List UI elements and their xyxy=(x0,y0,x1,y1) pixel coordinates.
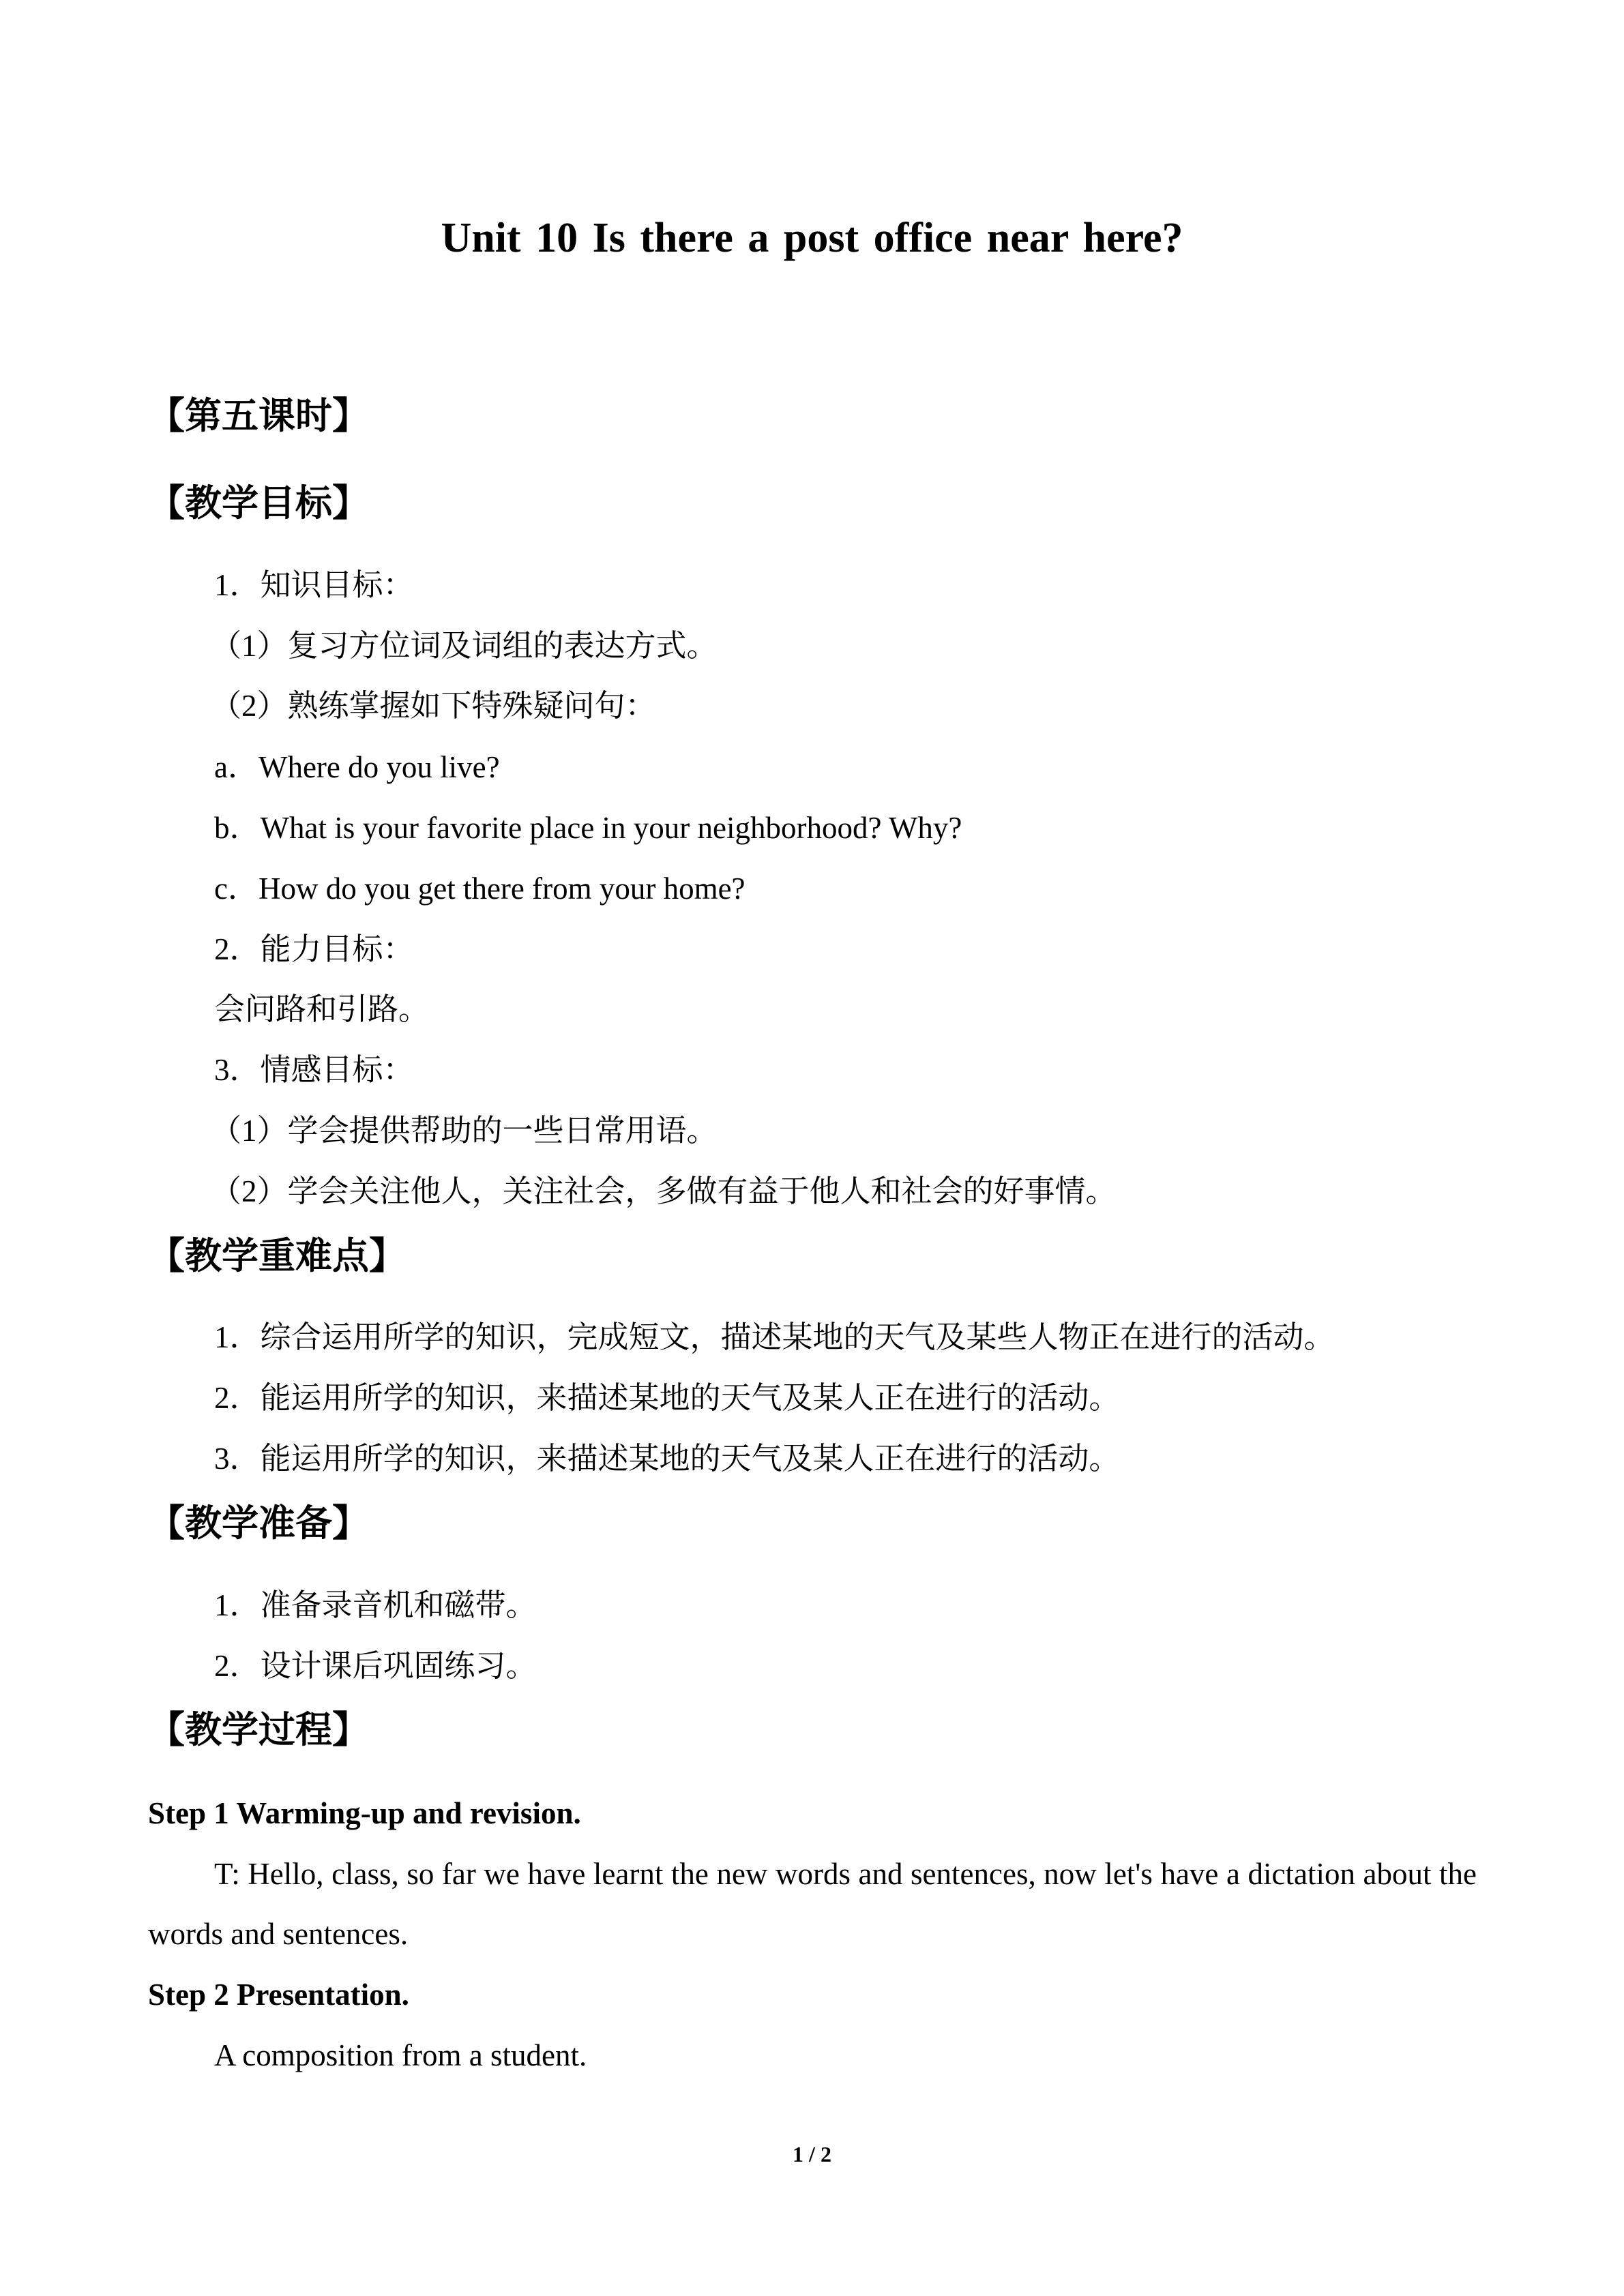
knowledge-objective-item-2: （2）熟练掌握如下特殊疑问句： xyxy=(211,689,656,723)
key-point-1: 1．综合运用所学的知识，完成短文，描述某地的天气及某些人物正在进行的活动。 xyxy=(214,1320,1335,1354)
step-2-title: Step 2 Presentation. xyxy=(148,1978,409,2012)
step-2-paragraph: A composition from a student. xyxy=(214,2038,587,2072)
knowledge-objective-label: 1．知识目标： xyxy=(214,568,414,602)
ability-objective-label: 2．能力目标： xyxy=(214,932,414,966)
question-b: b．What is your favorite place in your neighborhood? Why? xyxy=(214,811,962,845)
emotion-objective-item-2: （2）学会关注他人，关注社会，多做有益于他人和社会的好事情。 xyxy=(211,1174,1117,1208)
period-heading: 【第五课时】 xyxy=(148,394,369,437)
question-c: c．How do you get there from your home? xyxy=(214,871,745,906)
document-title: Unit 10 Is there a post office near here? xyxy=(441,215,1183,261)
page-number: 1 / 2 xyxy=(793,2142,831,2166)
key-point-2: 2．能运用所学的知识，来描述某地的天气及某人正在进行的活动。 xyxy=(214,1381,1120,1415)
question-a: a．Where do you live? xyxy=(214,750,500,784)
preparation-item-1: 1．准备录音机和磁带。 xyxy=(214,1588,537,1622)
key-point-3: 3．能运用所学的知识，来描述某地的天气及某人正在进行的活动。 xyxy=(214,1442,1120,1476)
ability-objective-text: 会问路和引路。 xyxy=(214,992,430,1026)
preparation-heading: 【教学准备】 xyxy=(148,1502,369,1545)
emotion-objective-item-1: （1）学会提供帮助的一些日常用语。 xyxy=(211,1114,718,1148)
preparation-item-2: 2．设计课后巩固练习。 xyxy=(214,1649,537,1683)
step-1-title: Step 1 Warming-up and revision. xyxy=(148,1796,581,1830)
objectives-heading: 【教学目标】 xyxy=(148,481,369,524)
key-points-heading: 【教学重难点】 xyxy=(148,1234,406,1277)
step-1-paragraph: T: Hello, class, so far we have learnt the new words and sentences, now let's have a dictation about the words and sentences. xyxy=(148,1857,1477,1951)
emotion-objective-label: 3．情感目标： xyxy=(214,1053,414,1087)
process-heading: 【教学过程】 xyxy=(148,1708,369,1751)
knowledge-objective-item-1: （1）复习方位词及词组的表达方式。 xyxy=(211,629,718,663)
